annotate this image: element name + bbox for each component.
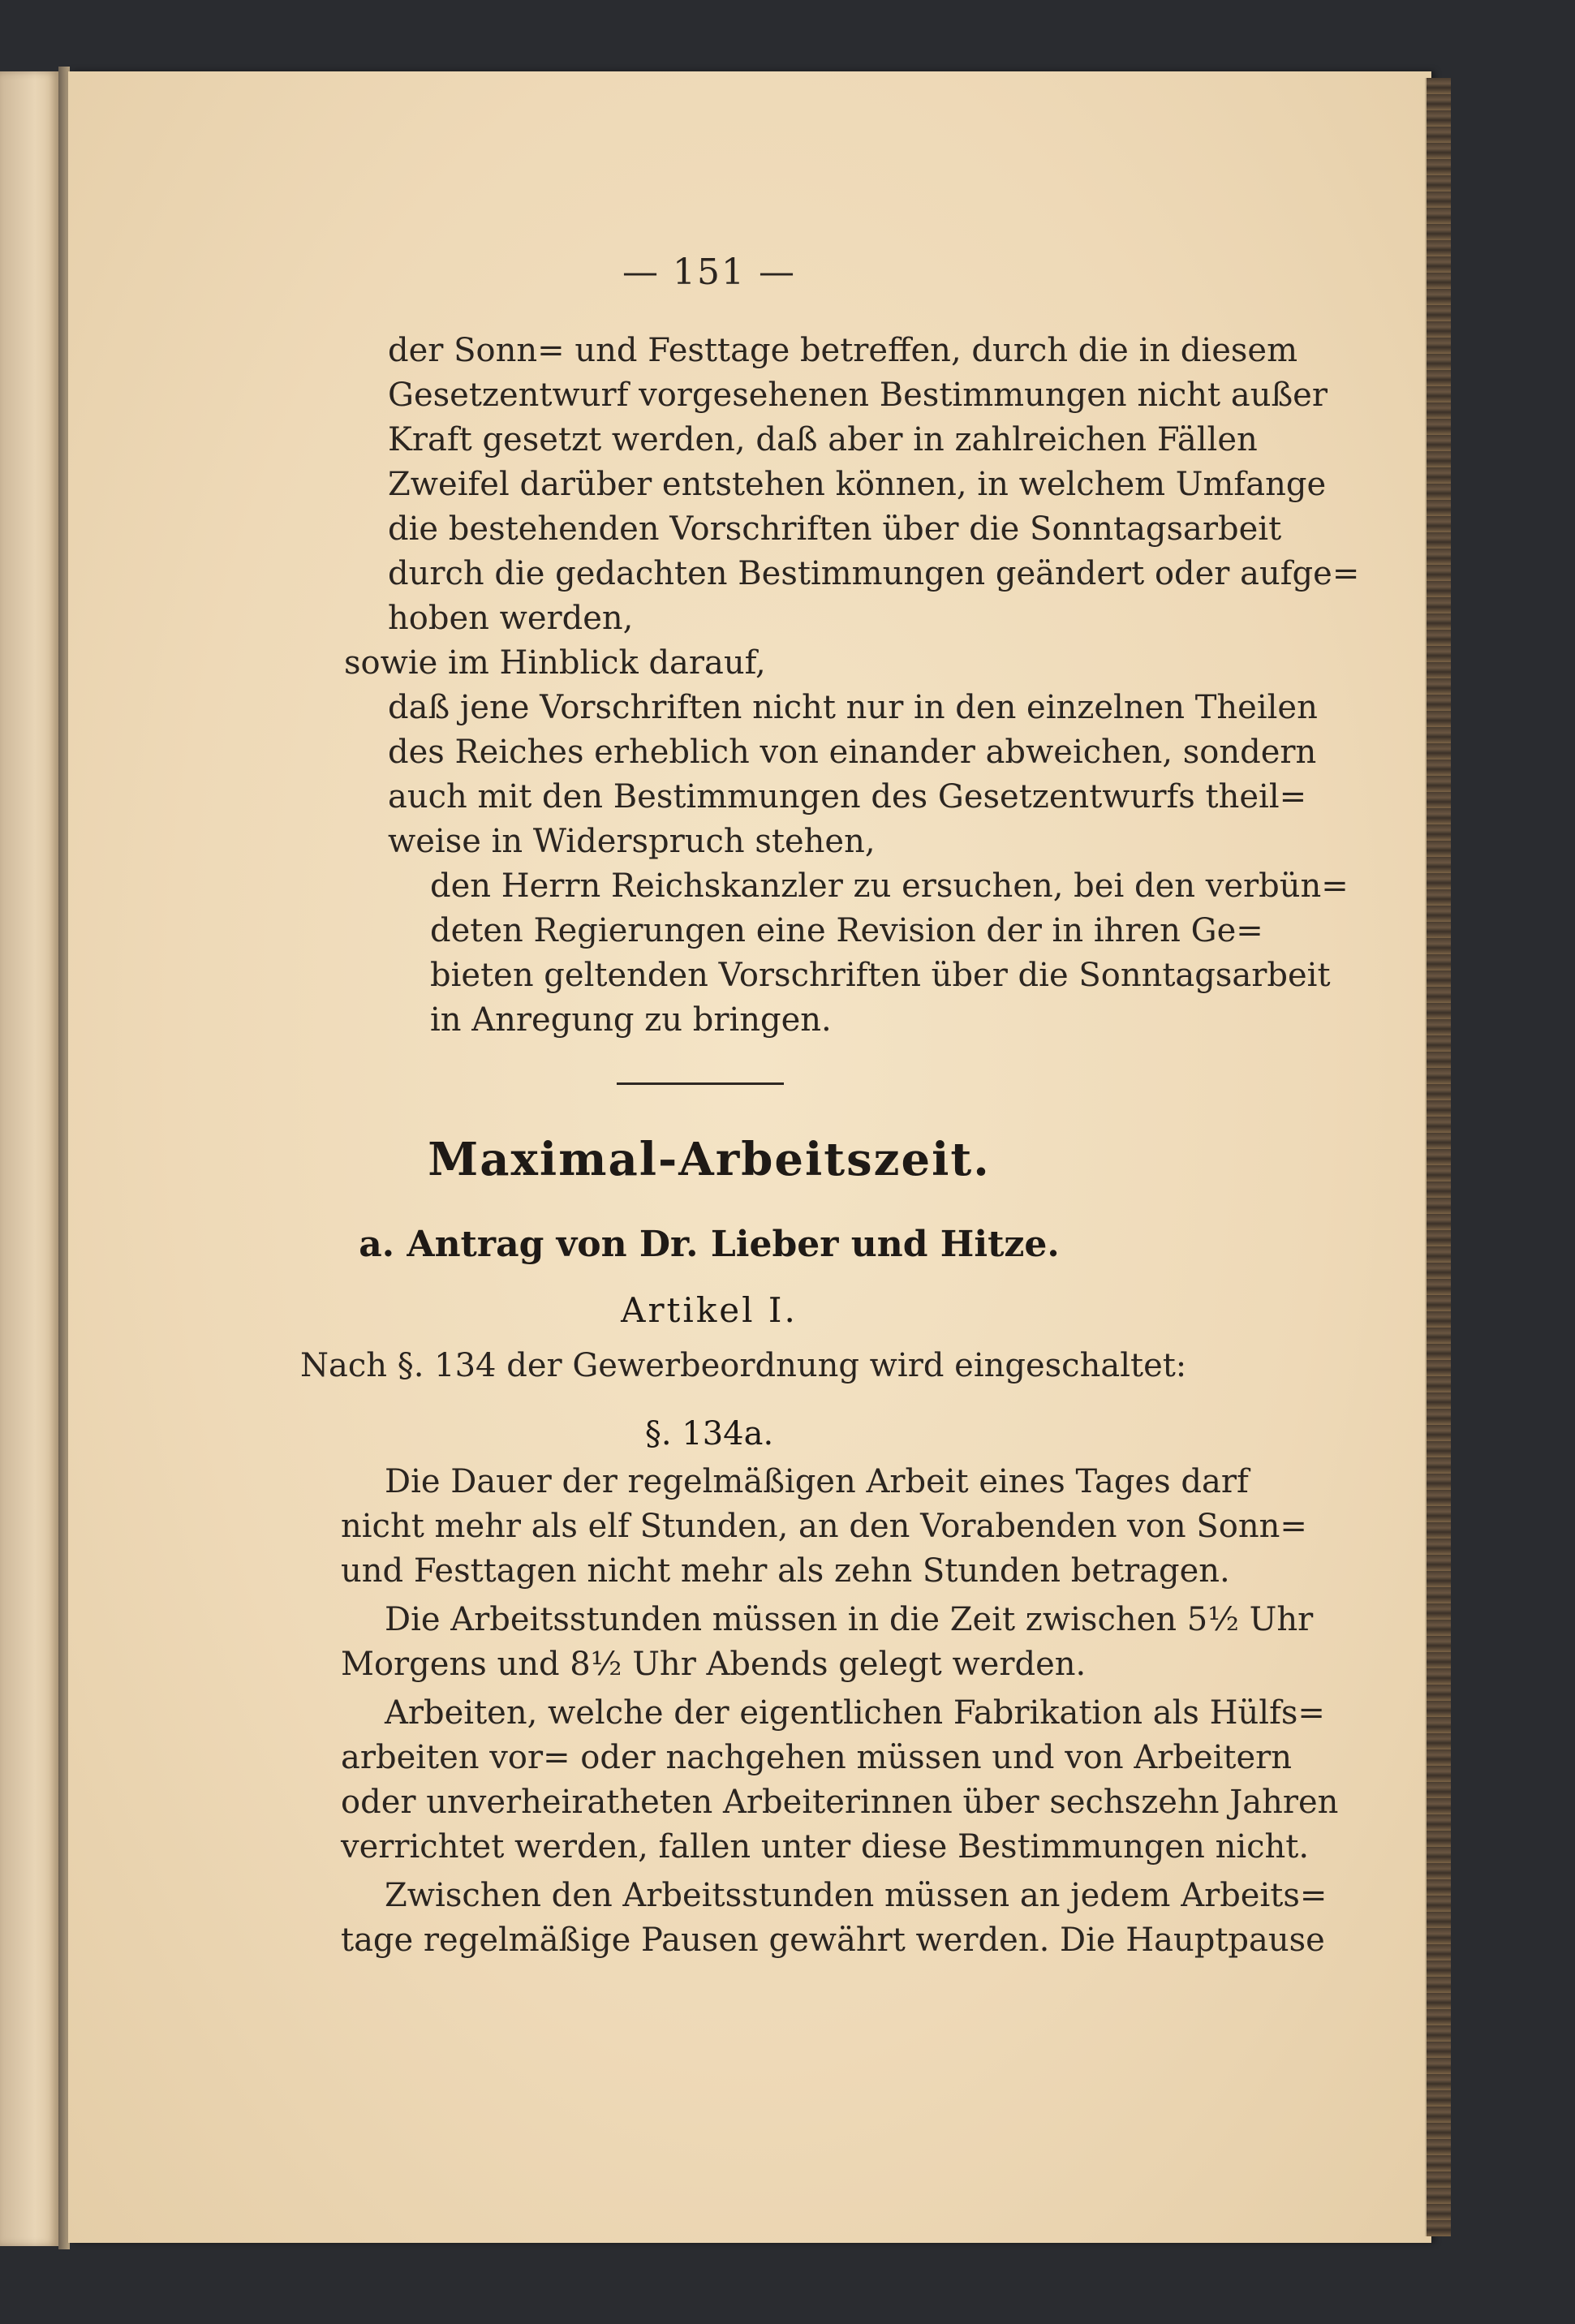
text-line: tage regelmäßige Pausen gewährt werden. Die Hauptpause [341, 1922, 1325, 1959]
text-line: den Herrn Reichskanzler zu ersuchen, bei den verbün= [430, 867, 1349, 905]
subsection-title: a. Antrag von Dr. Lieber und Hitze. [359, 1224, 1060, 1265]
section-title: Maximal-Arbeitszeit. [428, 1133, 991, 1186]
text-line: in Anregung zu bringen. [430, 1001, 832, 1039]
page-stack-edge [1425, 78, 1451, 2236]
article-title: Artikel I. [621, 1290, 798, 1330]
text-line: oder unverheiratheten Arbeiterinnen über sechszehn Jahren [341, 1784, 1339, 1821]
text-line: Die Dauer der regelmäßigen Arbeit eines Tages darf [385, 1463, 1249, 1500]
text-line: Zweifel darüber entstehen können, in welchem Umfange [388, 466, 1327, 503]
text-line: Die Arbeitsstunden müssen in die Zeit zwischen 5½ Uhr [385, 1601, 1314, 1638]
text-line: deten Regierungen eine Revision der in ihren Ge= [430, 912, 1263, 949]
text-line: hoben werden, [388, 600, 634, 637]
text-line: Gesetzentwurf vorgesehenen Bestimmungen nicht außer [388, 377, 1328, 414]
text-line: sowie im Hinblick darauf, [344, 644, 766, 682]
section-divider [617, 1082, 784, 1085]
text-line: Kraft gesetzt werden, daß aber in zahlreichen Fällen [388, 421, 1258, 458]
text-line: die bestehenden Vorschriften über die Sonntagsarbeit [388, 510, 1282, 548]
text-line: der Sonn= und Festtage betreffen, durch die in diesem [388, 332, 1297, 369]
text-line: Arbeiten, welche der eigentlichen Fabrikation als Hülfs= [385, 1694, 1325, 1732]
text-line: durch die gedachten Bestimmungen geändert oder aufge= [388, 555, 1360, 592]
text-line: auch mit den Bestimmungen des Gesetzentwurfs theil= [388, 778, 1307, 816]
text-line: Zwischen den Arbeitsstunden müssen an jedem Arbeits= [385, 1877, 1328, 1914]
text-line: des Reiches erheblich von einander abweichen, sondern [388, 734, 1317, 771]
text-line: Morgens und 8½ Uhr Abends gelegt werden. [341, 1646, 1087, 1683]
text-line: weise in Widerspruch stehen, [388, 823, 876, 860]
text-line: arbeiten vor= oder nachgehen müssen und von Arbeitern [341, 1739, 1293, 1776]
text-line: nicht mehr als elf Stunden, an den Vorabenden von Sonn= [341, 1508, 1307, 1545]
text-line: bieten geltenden Vorschriften über die Sonntagsarbeit [430, 957, 1331, 994]
intro-line: Nach §. 134 der Gewerbeordnung wird eingeschaltet: [300, 1347, 1187, 1384]
paragraph-label: §. 134a. [644, 1415, 774, 1452]
text-line: verrichtet werden, fallen unter diese Bestimmungen nicht. [341, 1828, 1310, 1866]
text-line: daß jene Vorschriften nicht nur in den einzelnen Theilen [388, 689, 1318, 726]
page-number: — 151 — [622, 252, 796, 293]
text-line: und Festtagen nicht mehr als zehn Stunden betragen. [341, 1552, 1230, 1590]
